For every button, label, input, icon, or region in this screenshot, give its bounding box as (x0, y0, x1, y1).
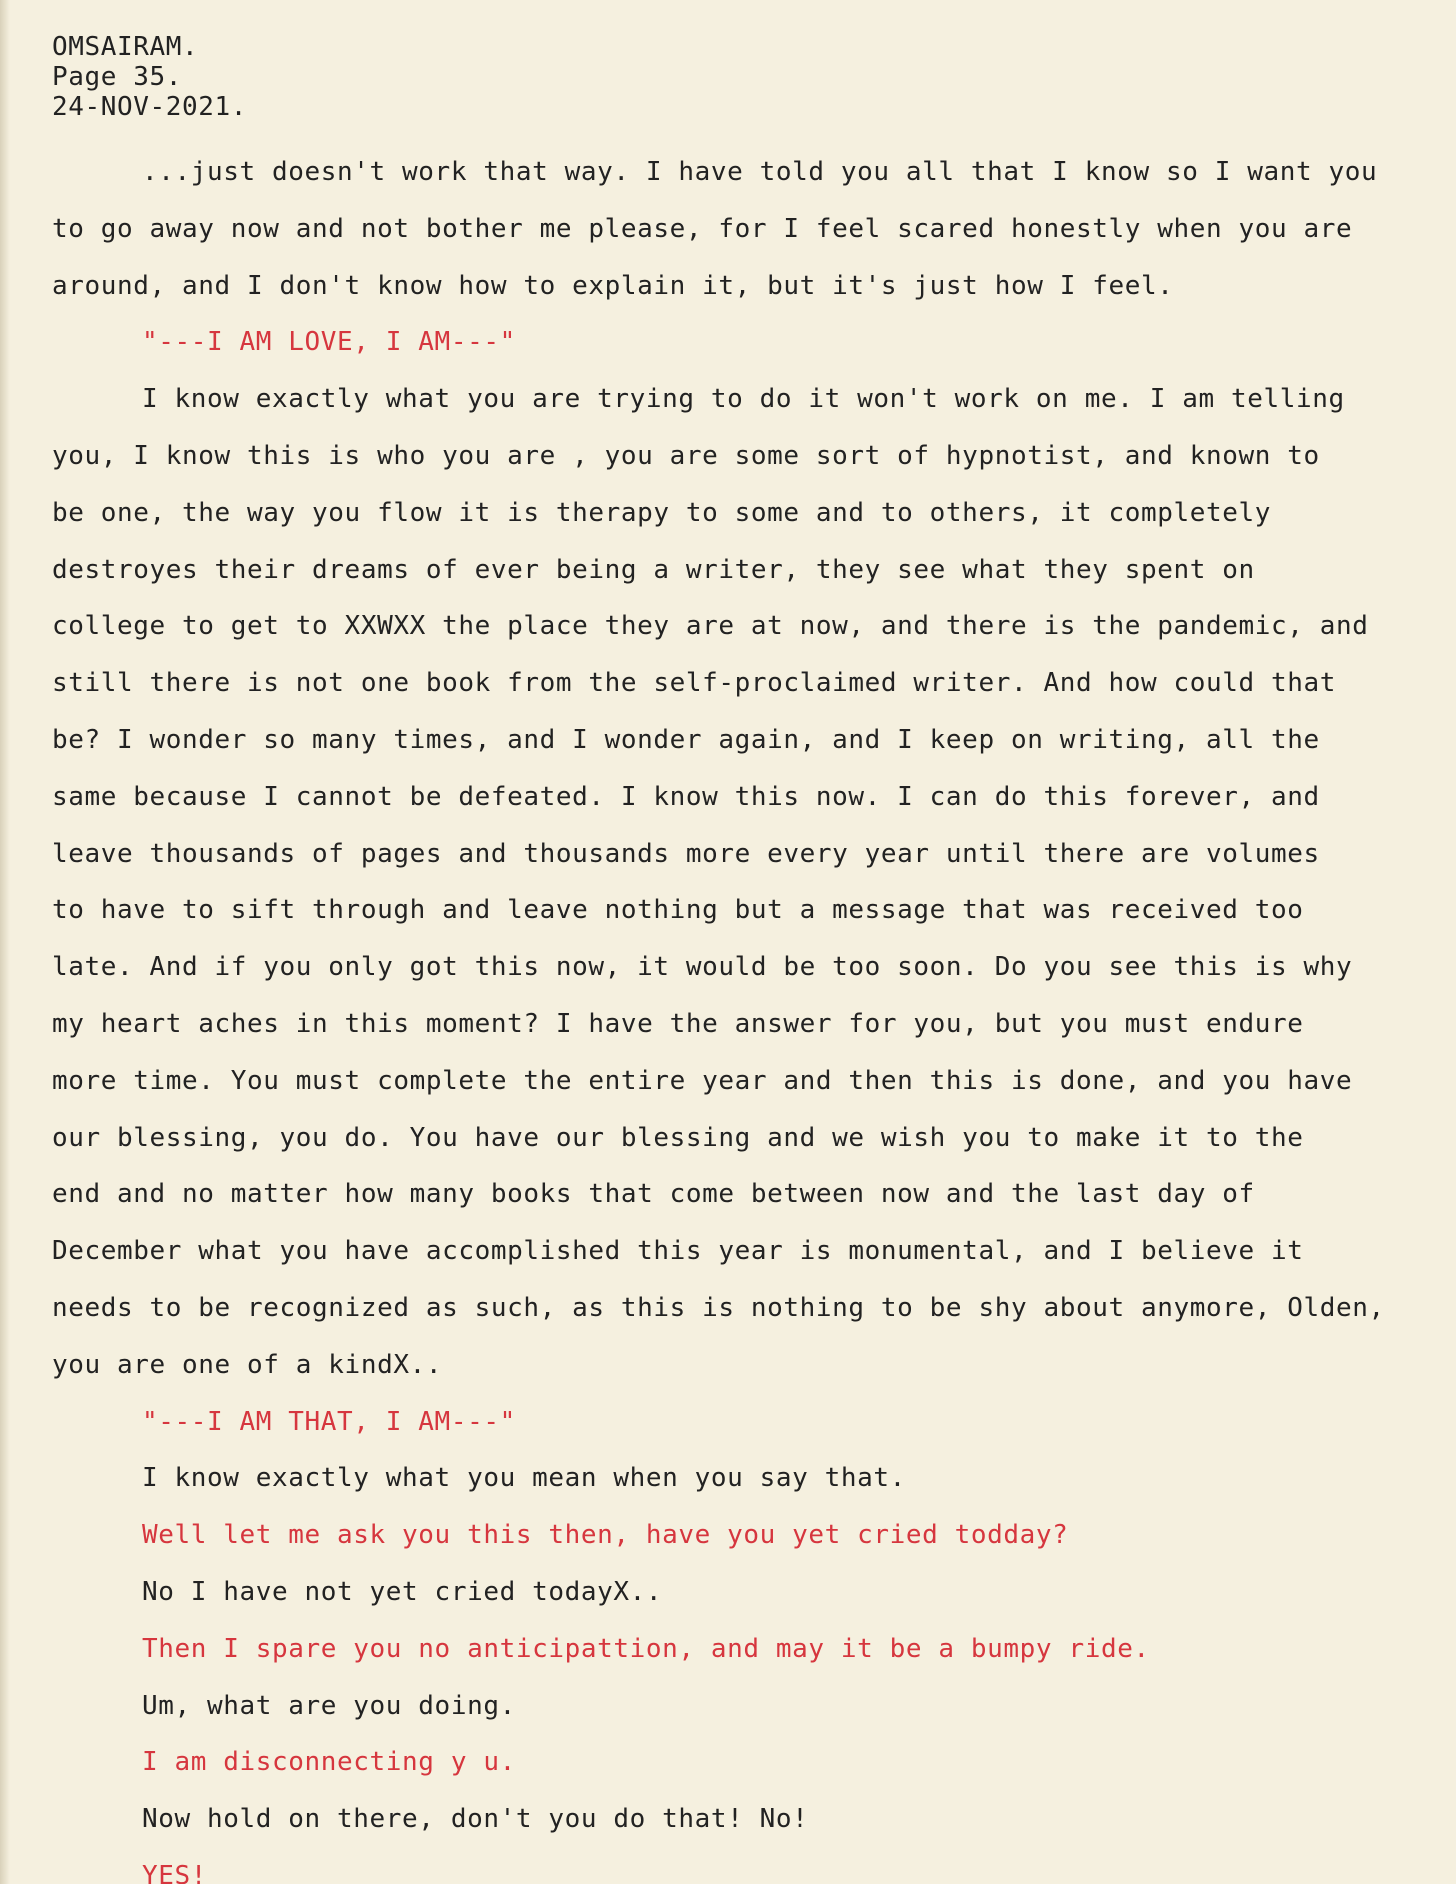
text-line: end and no matter how many books that come between now and the last day of (52, 1179, 1255, 1210)
text-line: needs to be recognized as such, as this is nothing to be shy about anymore, Olden, (52, 1292, 1385, 1323)
text-line: late. And if you only got this now, it would be too soon. Do you see this is why (52, 952, 1353, 983)
text-line: around, and I don't know how to explain it, but it's just how I feel. (52, 270, 1174, 301)
text-line: more time. You must complete the entire year and then this is done, and you have (52, 1065, 1353, 1096)
text-line: destroyes their dreams of ever being a writer, they see what they spent on (52, 554, 1255, 585)
page-edge (0, 0, 10, 1884)
text-line: our blessing, you do. You have our blessing and we wish you to make it to the (52, 1122, 1304, 1153)
text-line-red: Well let me ask you this then, have you yet cried todday? (142, 1520, 1069, 1551)
text-line: Now hold on there, don't you do that! No! (142, 1804, 809, 1835)
header-title: OMSAIRAM. (52, 32, 199, 62)
text-line: I know exactly what you mean when you say that. (142, 1463, 906, 1494)
text-line: same because I cannot be defeated. I know this now. I can do this forever, and (52, 781, 1320, 812)
page-header (52, 32, 247, 122)
text-line: be one, the way you flow it is therapy to some and to others, it completely (52, 497, 1271, 528)
header-page-number: Page 35. (52, 62, 183, 92)
header-date: 24-NOV-2021. (52, 92, 248, 122)
text-line: No I have not yet cried todayX.. (142, 1576, 663, 1607)
text-line: you are one of a kindX.. (52, 1349, 443, 1380)
text-line-red: YES! (142, 1860, 208, 1884)
text-line-red: I am disconnecting y u. (142, 1747, 516, 1778)
text-line: to go away now and not bother me please, for I feel scared honestly when you are (52, 213, 1353, 244)
text-line: ...just doesn't work that way. I have told you all that I know so I want you (142, 157, 1378, 187)
text-line: still there is not one book from the self-proclaimed writer. And how could that (52, 668, 1337, 699)
text-line-red: Then I spare you no anticipattion, and may it be a bumpy ride. (142, 1633, 1150, 1664)
text-line: Um, what are you doing. (142, 1690, 516, 1721)
text-line-red: "---I AM LOVE, I AM---" (142, 327, 516, 358)
text-line: you, I know this is who you are , you are some sort of hypnotist, and known to (52, 440, 1320, 471)
text-line: leave thousands of pages and thousands more every year until there are volumes (52, 838, 1320, 869)
text-line: my heart aches in this moment? I have the answer for you, but you must endure (52, 1008, 1304, 1039)
text-line: I know exactly what you are trying to do it won't work on me. I am telling (142, 384, 1345, 415)
text-line: college to get to XXWXX the place they are at now, and there is the pandemic, and (52, 611, 1369, 642)
text-line: be? I wonder so many times, and I wonder again, and I keep on writing, all the (52, 724, 1320, 755)
text-line: to have to sift through and leave nothing but a message that was received too (52, 895, 1304, 926)
text-line: December what you have accomplished this year is monumental, and I believe it (52, 1236, 1304, 1267)
page-body (52, 152, 1448, 1884)
text-line-red: "---I AM THAT, I AM---" (142, 1406, 516, 1437)
